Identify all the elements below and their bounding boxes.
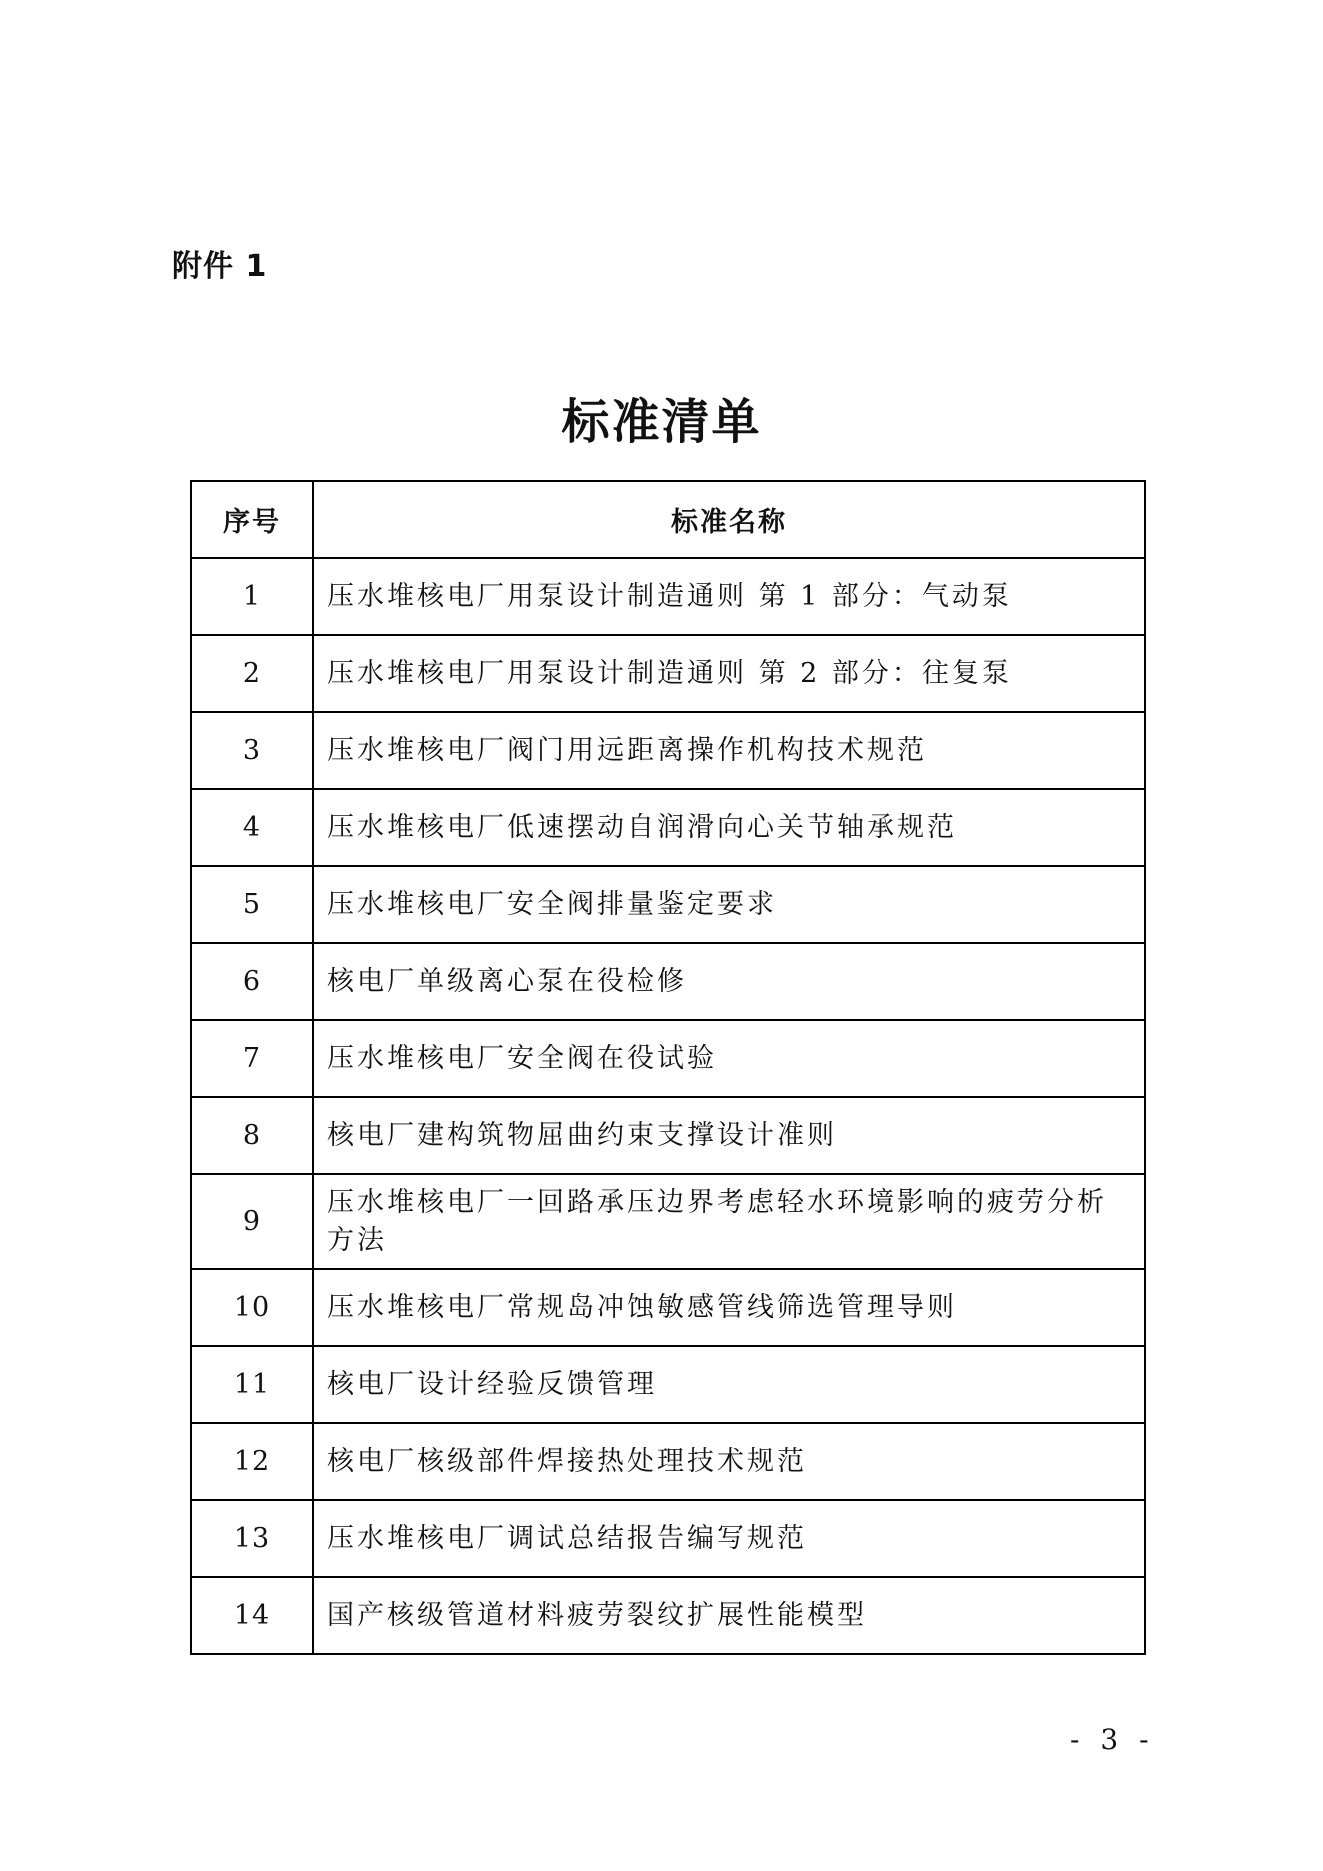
table-row (191, 1577, 1145, 1654)
table-row (191, 712, 1145, 789)
row-serial-number: 1 (191, 558, 313, 635)
table-row (191, 943, 1145, 1020)
row-serial-number: 8 (191, 1097, 313, 1174)
row-serial-number: 14 (191, 1577, 313, 1654)
row-serial-number: 12 (191, 1423, 313, 1500)
row-serial-number: 9 (191, 1174, 313, 1269)
row-standard-name: 压水堆核电厂调试总结报告编写规范 (313, 1500, 1145, 1577)
table-row (191, 1500, 1145, 1577)
row-standard-name: 压水堆核电厂常规岛冲蚀敏感管线筛选管理导则 (313, 1269, 1145, 1346)
row-standard-name: 核电厂建构筑物屈曲约束支撑设计准则 (313, 1097, 1145, 1174)
row-serial-number: 10 (191, 1269, 313, 1346)
page-number: - 3 - (1070, 1723, 1155, 1756)
row-serial-number: 5 (191, 866, 313, 943)
row-serial-number: 4 (191, 789, 313, 866)
table-row (191, 866, 1145, 943)
attachment-label: 附件 1 (172, 249, 268, 284)
row-serial-number: 7 (191, 1020, 313, 1097)
row-serial-number: 11 (191, 1346, 313, 1423)
table-row (191, 1020, 1145, 1097)
row-standard-name: 核电厂设计经验反馈管理 (313, 1346, 1145, 1423)
row-standard-name: 压水堆核电厂阀门用远距离操作机构技术规范 (313, 712, 1145, 789)
document-title: 标准清单 (561, 394, 762, 450)
row-standard-name: 压水堆核电厂安全阀在役试验 (313, 1020, 1145, 1097)
standards-table (190, 480, 1146, 1655)
table-row (191, 558, 1145, 635)
row-serial-number: 3 (191, 712, 313, 789)
header-serial-number: 序号 (191, 481, 313, 558)
row-standard-name: 压水堆核电厂用泵设计制造通则 第 1 部分：气动泵 (313, 558, 1145, 635)
table-header-row (191, 481, 1145, 558)
row-serial-number: 2 (191, 635, 313, 712)
row-standard-name: 压水堆核电厂低速摆动自润滑向心关节轴承规范 (313, 789, 1145, 866)
table-row (191, 1097, 1145, 1174)
table-row (191, 1174, 1145, 1269)
table-body (191, 558, 1145, 1654)
table-row (191, 1346, 1145, 1423)
row-standard-name: 核电厂核级部件焊接热处理技术规范 (313, 1423, 1145, 1500)
header-standard-name: 标准名称 (313, 481, 1145, 558)
table-row (191, 789, 1145, 866)
table-row (191, 635, 1145, 712)
row-standard-name: 压水堆核电厂用泵设计制造通则 第 2 部分：往复泵 (313, 635, 1145, 712)
row-serial-number: 13 (191, 1500, 313, 1577)
row-standard-name: 核电厂单级离心泵在役检修 (313, 943, 1145, 1020)
row-standard-name: 压水堆核电厂安全阀排量鉴定要求 (313, 866, 1145, 943)
row-standard-name: 压水堆核电厂一回路承压边界考虑轻水环境影响的疲劳分析方法 (313, 1174, 1145, 1269)
table-row (191, 1269, 1145, 1346)
row-standard-name: 国产核级管道材料疲劳裂纹扩展性能模型 (313, 1577, 1145, 1654)
table-row (191, 1423, 1145, 1500)
row-serial-number: 6 (191, 943, 313, 1020)
